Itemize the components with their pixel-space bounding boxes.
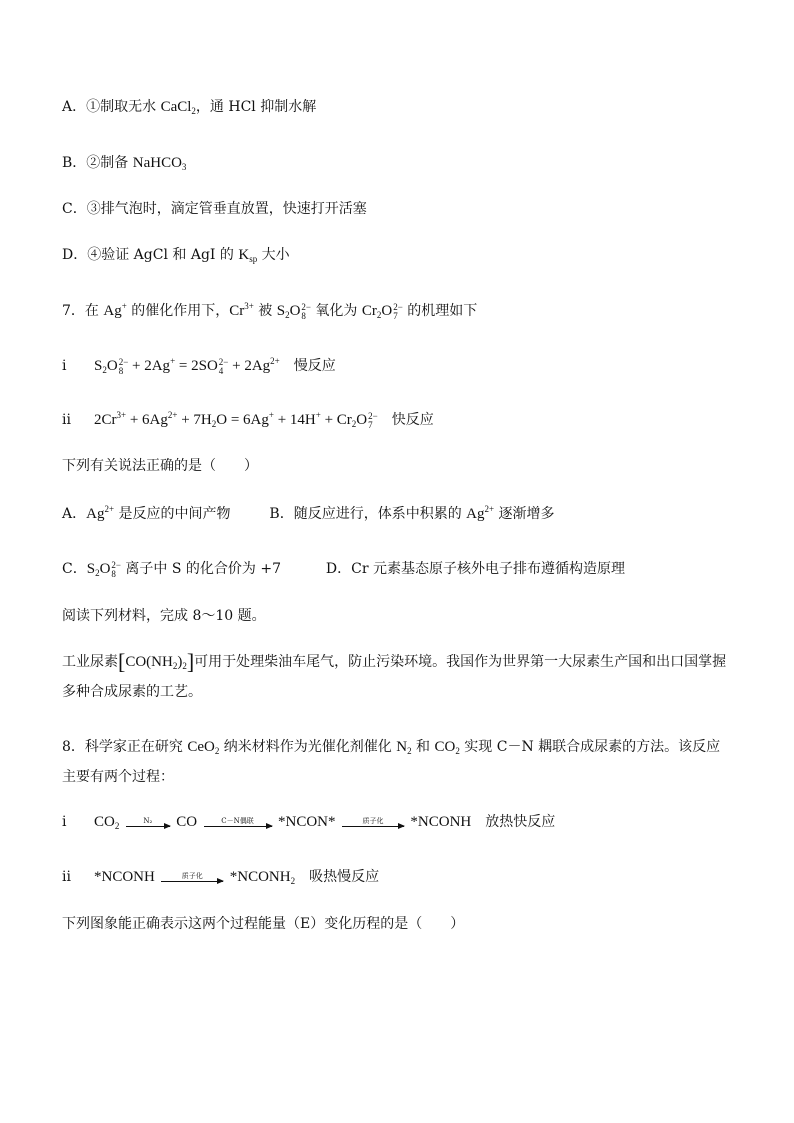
q7-step-i: i $S_2O$ 2− 8 + 2Ag+ = 2SO 2− 4 + $2Ag^{2+}$ 慢反应 (62, 356, 336, 376)
q7-options-ab (62, 504, 555, 524)
q7-option-a: A．$Ag^{2+}$ 是反应的中间产物 (62, 504, 231, 522)
equation-step-ii: $2Cr^{3+} + 6Ag^{2+} + 7H_2O = 6Ag^+ + 14H^+ + Cr_2O$ 2− 7 (94, 410, 378, 430)
q6-option-d: D．④验证 AgCl 和 AgI 的 $K_{sp}$ 大小 (62, 247, 290, 264)
q7-option-b: B．随反应进行，体系中积累的 $Ag^{2+}$ 逐渐增多 (269, 504, 555, 522)
formula-nahco3: NaHCO$_3$ (132, 155, 187, 172)
q7-options-cd (62, 559, 625, 579)
q8-ask: 下列图象能正确表示这两个过程能量（E）变化历程的是（ ） (62, 916, 465, 932)
q8-process-i: i $CO_2$ N₂ CO C－N偶联 *NCON* 质子化 *NCONH 放热快反应 (62, 814, 556, 831)
q7-option-c: C．$S_2O$ 2− 8 离子中 S 的化合价为 +7 (62, 559, 282, 579)
arrow-protonation-2: 质子化 (161, 872, 223, 882)
arrow-protonation: 质子化 (342, 817, 404, 827)
q7-step-ii: ii $2Cr^{3+} + 6Ag^{2+} + 7H_2O = 6Ag^+ + 14H^+ + Cr_2O$ 2− 7 快反应 (62, 410, 434, 430)
arrow-n2: N₂ (126, 817, 170, 827)
material-paragraph: 工业尿素$[CO(NH_2)_2]$可用于处理柴油车尾气，防止污染环境。我国作为世界第一大尿素生产国和出口国掌握多种合成尿素的工艺。 (62, 649, 727, 700)
formula-cacl2: CaCl$_2$ (160, 99, 196, 116)
q8-stem: 8．科学家正在研究 CeO$_2$ 纳米材料作为光催化剂催化 $N_2$ 和 $CO_2$ 实现 C－N 耦联合成尿素的方法。该反应主要有两个过程： (62, 739, 721, 785)
equation-step-i: $S_2O$ 2− 8 + 2Ag+ = 2SO 2− 4 + $2Ag^{2+}$ (94, 356, 280, 376)
q7-ask: 下列有关说法正确的是（ ） (62, 458, 258, 474)
q7-stem: 7．在 Ag+ 的催化作用下，$Cr^{3+}$ 被 $S_2O$ 2− 8 氧化为 $Cr_2O$ 2− 7 的机理如下 (62, 301, 478, 321)
q6-option-c: C．③排气泡时，滴定管垂直放置，快速打开活塞 (62, 201, 367, 217)
arrow-cn-coupling: C－N偶联 (204, 817, 272, 827)
q6-option-b: B．②制备 NaHCO$_3$ (62, 155, 187, 172)
q8-process-ii: ii *NCONH 质子化 $*NCONH_2$ 吸热慢反应 (62, 869, 380, 886)
formula-urea: $[CO(NH_2)_2]$ (118, 649, 195, 674)
q7-option-d: D．Cr 元素基态原子核外电子排布遵循构造原理 (325, 561, 625, 577)
reading-intro: 阅读下列材料，完成 8～10 题。 (62, 608, 266, 624)
formula-ksp: $K_{sp}$ (238, 247, 258, 264)
q6-option-a: A．①制取无水 CaCl$_2$，通 HCl 抑制水解 (62, 99, 317, 116)
